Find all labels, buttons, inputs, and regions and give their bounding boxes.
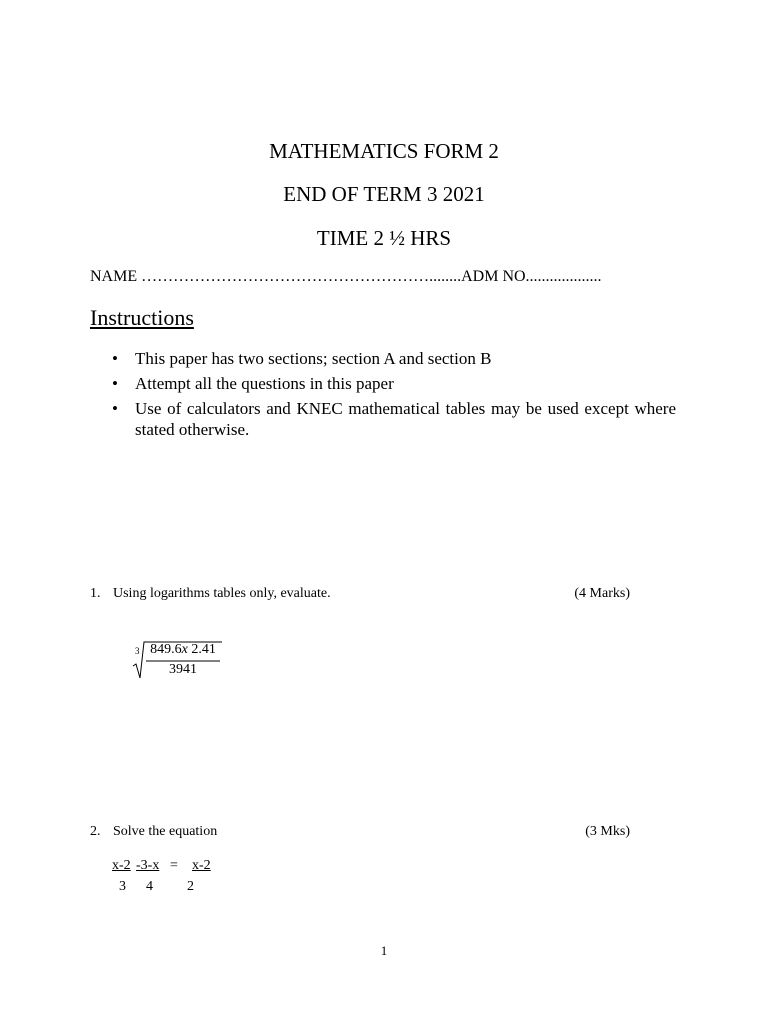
term2-denominator: 4 — [146, 879, 153, 894]
question-text: Solve the equation — [113, 824, 218, 839]
exam-term: END OF TERM 3 2021 — [283, 182, 485, 206]
question-marks: (3 Mks) — [585, 824, 630, 839]
equation — [112, 858, 232, 898]
numerator-b: 2.41 — [191, 642, 216, 657]
instruction-item — [90, 373, 676, 394]
instruction-text: Attempt all the questions in this paper — [135, 374, 394, 393]
fraction-numerator — [146, 642, 220, 658]
numerator-a: 849.6 — [150, 642, 182, 657]
exam-title: MATHEMATICS FORM 2 — [269, 139, 499, 163]
name-adm-line: NAME ………………………………………………........ADM NO................... — [90, 268, 602, 285]
question-1 — [90, 586, 630, 606]
instruction-text: This paper has two sections; section A and section B — [135, 349, 492, 368]
term1-denominator: 3 — [119, 879, 126, 894]
instruction-item — [90, 398, 676, 440]
bullet-icon: • — [112, 349, 118, 368]
term3-numerator: x-2 — [192, 858, 211, 873]
instruction-item — [90, 348, 676, 369]
term3-denominator: 2 — [187, 879, 194, 894]
root-index: 3 — [135, 646, 140, 656]
fraction-denominator: 3941 — [169, 662, 197, 677]
bullet-icon: • — [112, 399, 118, 418]
instruction-text: Use of calculators and KNEC mathematical tables may be used except where stated otherwise. — [135, 399, 676, 439]
bullet-icon: • — [112, 374, 118, 393]
question-text: Using logarithms tables only, evaluate. — [113, 586, 331, 601]
instructions-heading: Instructions — [90, 305, 194, 330]
multiply-operator: x — [181, 642, 188, 657]
question-number: 2. — [90, 824, 101, 839]
question-marks: (4 Marks) — [574, 586, 630, 601]
cube-root-expression — [130, 638, 230, 682]
question-2 — [90, 824, 630, 844]
term1-numerator: x-2 — [112, 858, 131, 873]
term2-numerator: -3-x — [136, 858, 160, 873]
exam-duration: TIME 2 ½ HRS — [316, 226, 452, 250]
equals-sign: = — [170, 858, 178, 873]
page-number: 1 — [380, 943, 388, 958]
instructions-list — [90, 348, 676, 444]
question-number: 1. — [90, 586, 101, 601]
